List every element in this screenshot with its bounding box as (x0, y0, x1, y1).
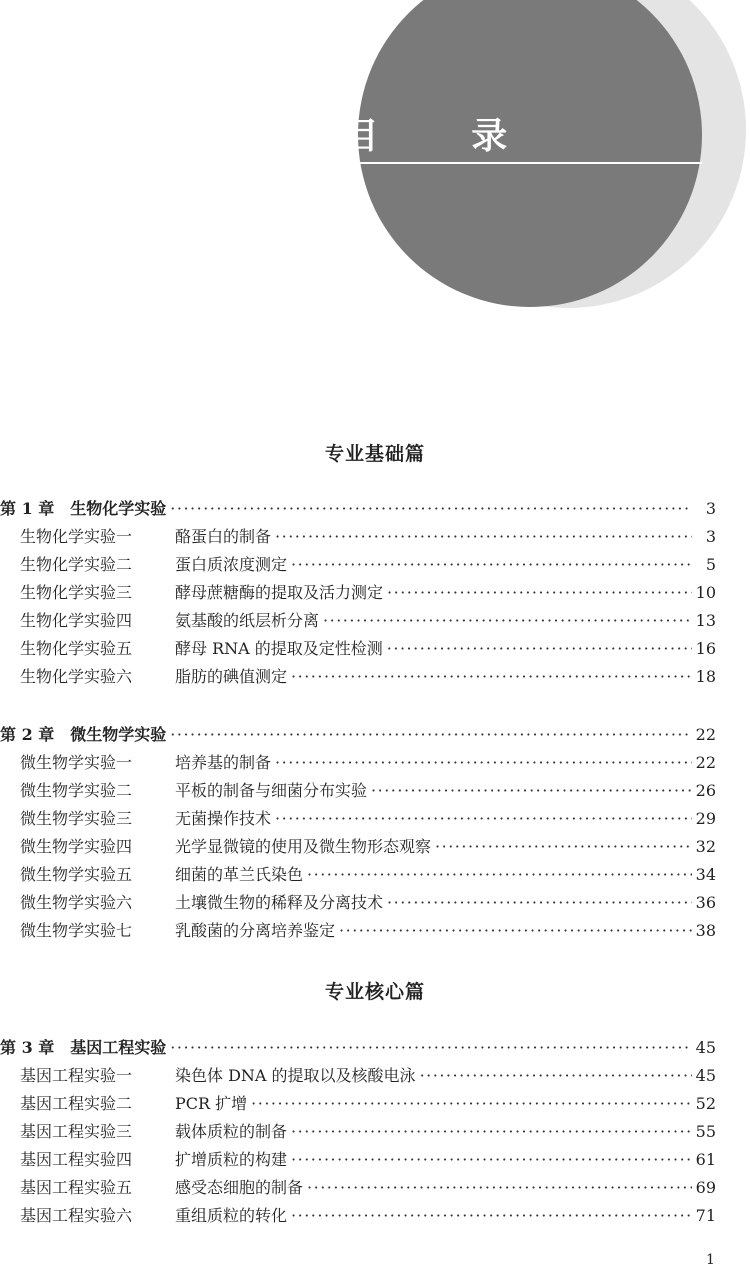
dot-leader (275, 805, 692, 833)
dot-leader (387, 635, 692, 663)
dot-leader (275, 749, 692, 777)
entry-title: 酪蛋白的制备 (175, 527, 272, 546)
entry-code: 基因工程实验一 (20, 1066, 133, 1085)
dot-leader (291, 1202, 692, 1230)
entry-code: 基因工程实验三 (20, 1122, 133, 1141)
entry-code: 微生物学实验二 (20, 781, 133, 800)
toc-title: 目 录 (342, 116, 548, 157)
toc-chapter-3[interactable] (0, 1034, 716, 1062)
entry-title: 乳酸菌的分离培养鉴定 (175, 921, 336, 940)
toc-entry[interactable] (0, 861, 716, 889)
chapter-page: 22 (695, 725, 716, 744)
entry-title: 细菌的革兰氏染色 (175, 865, 304, 884)
entry-page: 13 (695, 611, 716, 630)
section-title: 专业核心篇 (324, 981, 425, 1003)
entry-page: 38 (695, 921, 716, 940)
entry-page: 10 (695, 583, 716, 602)
entry-title: 载体质粒的制备 (175, 1122, 288, 1141)
toc-entry[interactable] (0, 889, 716, 917)
dot-leader (170, 721, 691, 749)
entry-code: 基因工程实验六 (20, 1206, 133, 1225)
toc-entry[interactable] (0, 833, 716, 861)
toc-entry[interactable] (0, 663, 716, 691)
entry-title: 酵母蔗糖酶的提取及活力测定 (175, 583, 384, 602)
entry-code: 生物化学实验一 (20, 527, 133, 546)
entry-page: 61 (695, 1150, 716, 1169)
toc-chapter-2[interactable] (0, 721, 716, 749)
toc-entry[interactable] (0, 805, 716, 833)
chapter-page: 45 (695, 1038, 716, 1057)
entry-page: 5 (705, 555, 716, 574)
entry-title: 染色体 DNA 的提取以及核酸电泳 (175, 1066, 416, 1085)
entry-code: 基因工程实验二 (20, 1094, 133, 1113)
entry-page: 34 (695, 865, 716, 884)
entry-title: 感受态细胞的制备 (175, 1178, 304, 1197)
chapter-label: 第 1 章 生物化学实验 (0, 499, 167, 518)
toc-entry[interactable] (0, 1090, 716, 1118)
toc-entry[interactable] (0, 635, 716, 663)
entry-code: 基因工程实验五 (20, 1178, 133, 1197)
entry-code: 微生物学实验五 (20, 865, 133, 884)
dot-leader (251, 1090, 691, 1118)
entry-page: 32 (695, 837, 716, 856)
entry-title: 无菌操作技术 (175, 809, 272, 828)
toc-entry[interactable] (0, 1146, 716, 1174)
section-core (0, 978, 750, 1006)
entry-title: 培养基的制备 (175, 753, 272, 772)
page-number: 1 (706, 1252, 715, 1268)
entry-title: 氨基酸的纸层析分离 (175, 611, 320, 630)
dot-leader (291, 1118, 692, 1146)
entry-code: 微生物学实验三 (20, 809, 133, 828)
dot-leader (371, 777, 692, 805)
entry-title: 蛋白质浓度测定 (175, 555, 288, 574)
dot-leader (291, 551, 692, 579)
chapter-label: 第 3 章 基因工程实验 (0, 1038, 167, 1057)
toc-entry[interactable] (0, 579, 716, 607)
entry-page: 45 (695, 1066, 716, 1085)
entry-code: 基因工程实验四 (20, 1150, 133, 1169)
dot-leader (307, 861, 692, 889)
entry-page: 16 (695, 639, 716, 658)
entry-title: 酵母 RNA 的提取及定性检测 (175, 639, 383, 658)
toc-entry[interactable] (0, 607, 716, 635)
toc-entry[interactable] (0, 749, 716, 777)
header-circle-graphic (0, 0, 750, 320)
entry-code: 微生物学实验七 (20, 921, 133, 940)
entry-page: 71 (695, 1206, 716, 1225)
entry-title: 土壤微生物的稀释及分离技术 (175, 893, 384, 912)
entry-code: 生物化学实验六 (20, 667, 133, 686)
entry-code: 生物化学实验二 (20, 555, 133, 574)
dot-leader (170, 1034, 691, 1062)
entry-page: 3 (705, 527, 716, 546)
entry-page: 55 (695, 1122, 716, 1141)
entry-title: 脂肪的碘值测定 (175, 667, 288, 686)
dot-leader (291, 1146, 692, 1174)
dot-leader (435, 833, 692, 861)
entry-page: 52 (695, 1094, 716, 1113)
toc-entry[interactable] (0, 1174, 716, 1202)
entry-title: 平板的制备与细菌分布实验 (175, 781, 368, 800)
dot-leader (291, 663, 692, 691)
dot-leader (339, 917, 692, 945)
dot-leader (170, 495, 692, 523)
dot-leader (387, 579, 692, 607)
entry-page: 36 (695, 893, 716, 912)
section-title: 专业基础篇 (324, 443, 425, 465)
toc-entry[interactable] (0, 1118, 716, 1146)
entry-page: 22 (695, 753, 716, 772)
entry-code: 微生物学实验一 (20, 753, 133, 772)
chapter-label: 第 2 章 微生物学实验 (0, 725, 167, 744)
entry-page: 18 (695, 667, 716, 686)
entry-title: PCR 扩增 (175, 1094, 248, 1113)
entry-code: 微生物学实验六 (20, 893, 133, 912)
dot-leader (387, 889, 692, 917)
toc-entry[interactable] (0, 917, 716, 945)
entry-code: 生物化学实验三 (20, 583, 133, 602)
toc-entry[interactable] (0, 523, 716, 551)
entry-page: 69 (695, 1178, 716, 1197)
entry-code: 微生物学实验四 (20, 837, 133, 856)
toc-entry[interactable] (0, 551, 716, 579)
toc-entry[interactable] (0, 1062, 716, 1090)
entry-title: 重组质粒的转化 (175, 1206, 288, 1225)
entry-code: 生物化学实验四 (20, 611, 133, 630)
entry-code: 生物化学实验五 (20, 639, 133, 658)
dot-leader (307, 1174, 692, 1202)
section-basics (0, 440, 750, 468)
toc-entry[interactable] (0, 777, 716, 805)
toc-chapter-1[interactable] (0, 495, 716, 523)
toc-entry[interactable] (0, 1202, 716, 1230)
entry-page: 29 (695, 809, 716, 828)
dot-leader (275, 523, 692, 551)
entry-title: 光学显微镜的使用及微生物形态观察 (175, 837, 432, 856)
chapter-page: 3 (705, 499, 716, 518)
dot-leader (420, 1062, 692, 1090)
entry-page: 26 (695, 781, 716, 800)
dot-leader (323, 607, 692, 635)
entry-title: 扩增质粒的构建 (175, 1150, 288, 1169)
